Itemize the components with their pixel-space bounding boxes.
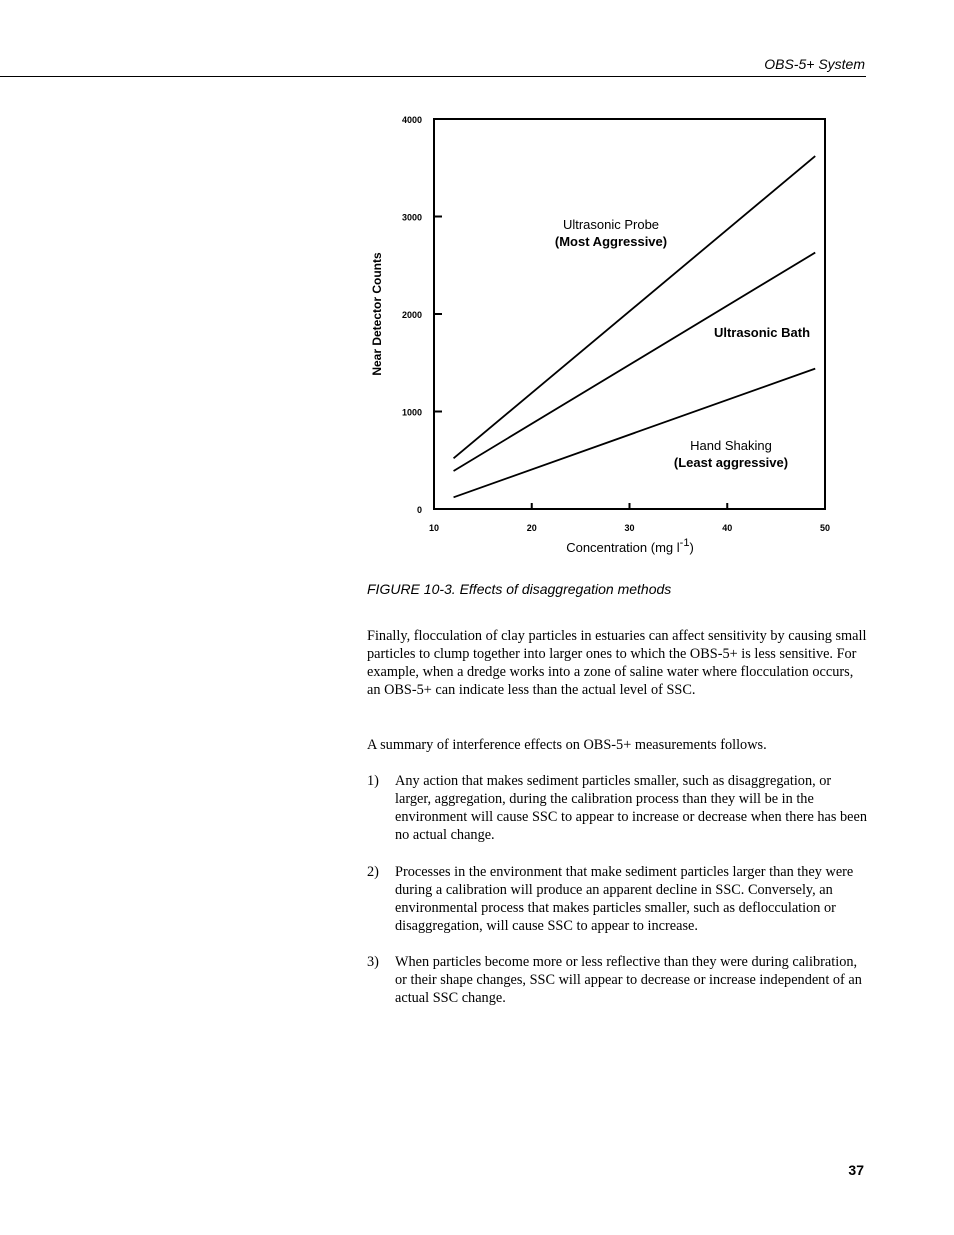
series-label-ultrasonic-probe: Ultrasonic Probe <box>562 217 660 232</box>
series-line-3 <box>454 369 816 498</box>
figure-caption: FIGURE 10-3. Effects of disaggregation methods <box>367 581 672 597</box>
list-item-text: Processes in the environment that make sediment particles larger than they were during a calibration will produce an apparent decline in SSC. Conversely, an environmental process that makes particles smaller, such as deflocculation or disaggregation, will cause SSC to appear to increase. <box>395 864 854 935</box>
list-item-text: When particles become more or less reflective than they were during calibration, or their shape changes, SSC will appear to decrease or increase independent of an actual SSC change. <box>395 954 862 1007</box>
disaggregation-chart <box>355 105 855 565</box>
list-item-number: 3) <box>367 954 379 970</box>
list-item-number: 1) <box>367 773 379 789</box>
running-header: OBS-5+ System <box>764 56 865 72</box>
x-tick-label: 10 <box>428 523 440 533</box>
header-rule <box>0 76 866 77</box>
y-tick-label: 2000 <box>401 310 422 320</box>
paragraph-summary-intro: A summary of interference effects on OBS-5+ measurements follows. <box>367 737 767 753</box>
x-axis-label <box>566 537 694 555</box>
x-tick-label: 20 <box>526 523 537 533</box>
x-tick-label: 50 <box>819 523 831 533</box>
series-label-hand-shaking: Hand Shaking <box>690 438 772 453</box>
list-item-text: Any action that makes sediment particles smaller, such as disaggregation, or larger, aggregation, during the calibration process than they will be in the environment will cause SSC to appear to increase or decrease when there has been no actual change. <box>395 773 868 844</box>
y-tick-label: 3000 <box>401 212 422 223</box>
x-axis-label-main: Concentration (mg l <box>566 540 680 555</box>
list-item-number: 2) <box>367 864 379 880</box>
y-tick-label: 1000 <box>401 407 422 418</box>
paragraph-flocculation: Finally, flocculation of clay particles in estuaries can affect sensitivity by causing small particles to clump together into larger ones to which the OBS-5+ is less sensitive. For example, when a dredge works into a zone of saline water where flocculation occurs, an OBS-5+ can indicate less than the actual level of SSC. <box>367 628 867 699</box>
x-axis-label-superscript: -1 <box>679 537 690 549</box>
y-tick-label: 4000 <box>401 115 422 125</box>
x-tick-label: 40 <box>722 523 733 533</box>
series-sublabel-ultrasonic-probe: (Most Aggressive) <box>554 234 668 249</box>
y-tick-label: 0 <box>416 505 422 515</box>
series-label-ultrasonic-bath: Ultrasonic Bath <box>713 325 811 340</box>
y-axis-label: Near Detector Counts <box>370 252 384 376</box>
x-axis-label-close: ) <box>689 540 694 555</box>
x-tick-label: 30 <box>624 523 635 533</box>
page-number: 37 <box>848 1162 864 1178</box>
series-sublabel-hand-shaking: (Least aggressive) <box>673 455 789 470</box>
series-line-1 <box>454 156 816 458</box>
